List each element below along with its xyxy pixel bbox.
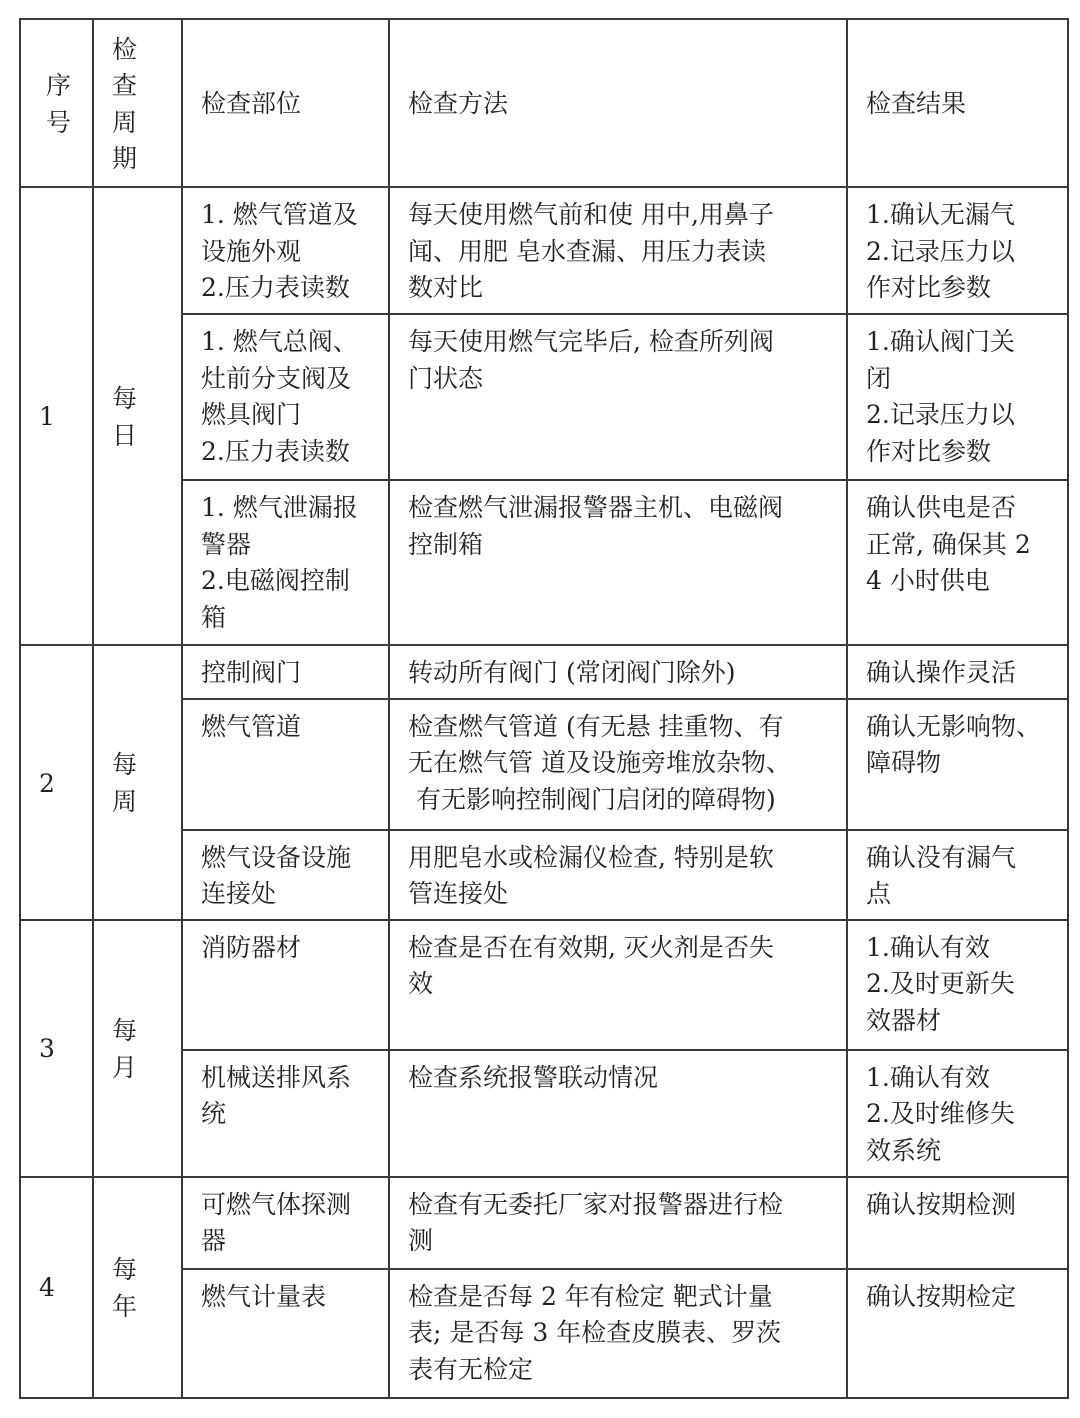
method-line: 每天使用燃气完毕后, 检查所列阀 (408, 327, 774, 356)
result-line: 障碍物 (866, 748, 942, 777)
method-line: 控制箱 (408, 529, 484, 559)
cell-result (847, 645, 1068, 699)
part-line: 统 (201, 1099, 227, 1128)
cell-method (389, 314, 847, 480)
part-line: 燃气设备设施 (201, 842, 352, 872)
group-period: 每日 (93, 187, 182, 645)
method-line: 检查燃气管道 (有无悬 挂重物、有 (408, 711, 784, 741)
result-line: 1.确认阀门关 (866, 327, 1015, 356)
cell-part (182, 1177, 389, 1269)
part-line: 灶前分支阀及 (201, 363, 352, 393)
part-line: 消防器材 (201, 932, 302, 962)
table-row (20, 645, 1068, 699)
result-line: 确认没有漏气 (866, 842, 1017, 872)
part-line: 控制阀门 (201, 658, 302, 687)
cell-result (847, 920, 1068, 1050)
cell-method (389, 645, 847, 699)
header-no: 序号 (20, 19, 93, 187)
part-line: 2.压力表读数 (201, 436, 350, 466)
cell-method (389, 1050, 847, 1177)
method-line: 检查有无委托厂家对报警器进行检 (408, 1189, 784, 1219)
part-line: 箱 (201, 602, 227, 632)
cell-part (182, 645, 389, 699)
cell-part (182, 480, 389, 645)
cell-result (847, 1050, 1068, 1177)
method-line: 检查是否在有效期, 灭火剂是否失 (408, 932, 774, 962)
result-line: 确认按期检测 (866, 1189, 1017, 1219)
inspection-table-body (20, 19, 1068, 1398)
result-line: 2.记录压力以 (866, 400, 1015, 429)
part-line: 燃气计量表 (201, 1281, 327, 1311)
table-row (20, 920, 1068, 1050)
part-line: 1. 燃气管道及 (201, 200, 358, 229)
header-row (20, 19, 1068, 187)
cell-method (389, 187, 847, 314)
result-line: 点 (866, 879, 892, 908)
method-line: 检查系统报警联动情况 (408, 1062, 659, 1092)
cell-result (847, 314, 1068, 480)
cell-method (389, 699, 847, 830)
cell-result (847, 187, 1068, 314)
header-result: 检查结果 (847, 19, 1068, 187)
result-line: 正常, 确保其 2 (866, 529, 1031, 559)
table-row (20, 1177, 1068, 1269)
method-line: 检查是否每 2 年有检定 靶式计量 (408, 1281, 773, 1311)
part-line: 1. 燃气总阀、 (201, 327, 358, 356)
part-line: 器 (201, 1226, 227, 1255)
method-line: 测 (408, 1226, 434, 1255)
result-line: 4 小时供电 (866, 566, 990, 595)
method-line: 每天使用燃气前和使 用中,用鼻子 (408, 200, 774, 229)
result-line: 确认无影响物、 (866, 711, 1042, 741)
part-line: 可燃气体探测 (201, 1189, 352, 1219)
method-line: 效 (408, 969, 434, 998)
part-line: 机械送排风系 (201, 1062, 352, 1092)
header-method: 检查方法 (389, 19, 847, 187)
cell-result (847, 480, 1068, 645)
method-line: 表; 是否每 3 年检查皮膜表、罗茨 (408, 1318, 782, 1347)
cell-method (389, 1269, 847, 1398)
result-line: 确认供电是否 (866, 493, 1017, 522)
cell-result (847, 1177, 1068, 1269)
method-line: 转动所有阀门 (常闭阀门除外) (408, 658, 736, 687)
result-line: 2.及时维修失 (866, 1099, 1015, 1128)
part-line: 2.电磁阀控制 (201, 566, 350, 595)
cell-result (847, 830, 1068, 920)
cell-part (182, 187, 389, 314)
method-line: 无在燃气管 道及设施旁堆放杂物、 (408, 748, 791, 777)
method-line: 管连接处 (408, 879, 509, 908)
cell-result (847, 1269, 1068, 1398)
cell-part (182, 1269, 389, 1398)
result-line: 作对比参数 (866, 436, 992, 466)
cell-part (182, 314, 389, 480)
cell-method (389, 480, 847, 645)
result-line: 1.确认有效 (866, 1062, 990, 1092)
cell-part (182, 1050, 389, 1177)
result-line: 效器材 (866, 1005, 942, 1035)
part-line: 连接处 (201, 879, 277, 908)
result-line: 2.及时更新失 (866, 969, 1015, 998)
inspection-table (19, 18, 1069, 1399)
cell-result (847, 699, 1068, 830)
header-period: 检查周期 (93, 19, 182, 187)
result-line: 2.记录压力以 (866, 236, 1015, 266)
method-line: 数对比 (408, 273, 484, 302)
part-line: 设施外观 (201, 236, 302, 266)
group-period: 每周 (93, 645, 182, 920)
cell-part (182, 830, 389, 920)
method-line: 表有无检定 (408, 1354, 534, 1384)
method-line: 用肥皂水或检漏仪检查, 特别是软 (408, 842, 774, 872)
group-number: 4 (20, 1177, 93, 1398)
cell-method (389, 830, 847, 920)
part-line: 燃具阀门 (201, 400, 302, 429)
result-line: 确认操作灵活 (866, 658, 1017, 687)
result-line: 作对比参数 (866, 273, 992, 302)
cell-method (389, 1177, 847, 1269)
part-line: 2.压力表读数 (201, 273, 350, 302)
cell-part (182, 699, 389, 830)
result-line: 确认按期检定 (866, 1281, 1017, 1311)
result-line: 1.确认有效 (866, 932, 990, 962)
cell-method (389, 920, 847, 1050)
header-part: 检查部位 (182, 19, 389, 187)
cell-part (182, 920, 389, 1050)
group-number: 1 (20, 187, 93, 645)
result-line: 效系统 (866, 1135, 942, 1165)
method-line: 有无影响控制阀门启闭的障碍物) (408, 784, 776, 814)
result-line: 1.确认无漏气 (866, 200, 1015, 229)
table-row (20, 187, 1068, 314)
part-line: 燃气管道 (201, 711, 302, 741)
part-line: 1. 燃气泄漏报 (201, 493, 358, 522)
group-period: 每月 (93, 920, 182, 1177)
result-line: 闭 (866, 363, 892, 393)
group-number: 3 (20, 920, 93, 1177)
part-line: 警器 (201, 529, 252, 559)
method-line: 检查燃气泄漏报警器主机、电磁阀 (408, 493, 784, 522)
method-line: 门状态 (408, 363, 484, 393)
group-number: 2 (20, 645, 93, 920)
method-line: 闻、用肥 皂水查漏、用压力表读 (408, 236, 766, 266)
group-period: 每年 (93, 1177, 182, 1398)
